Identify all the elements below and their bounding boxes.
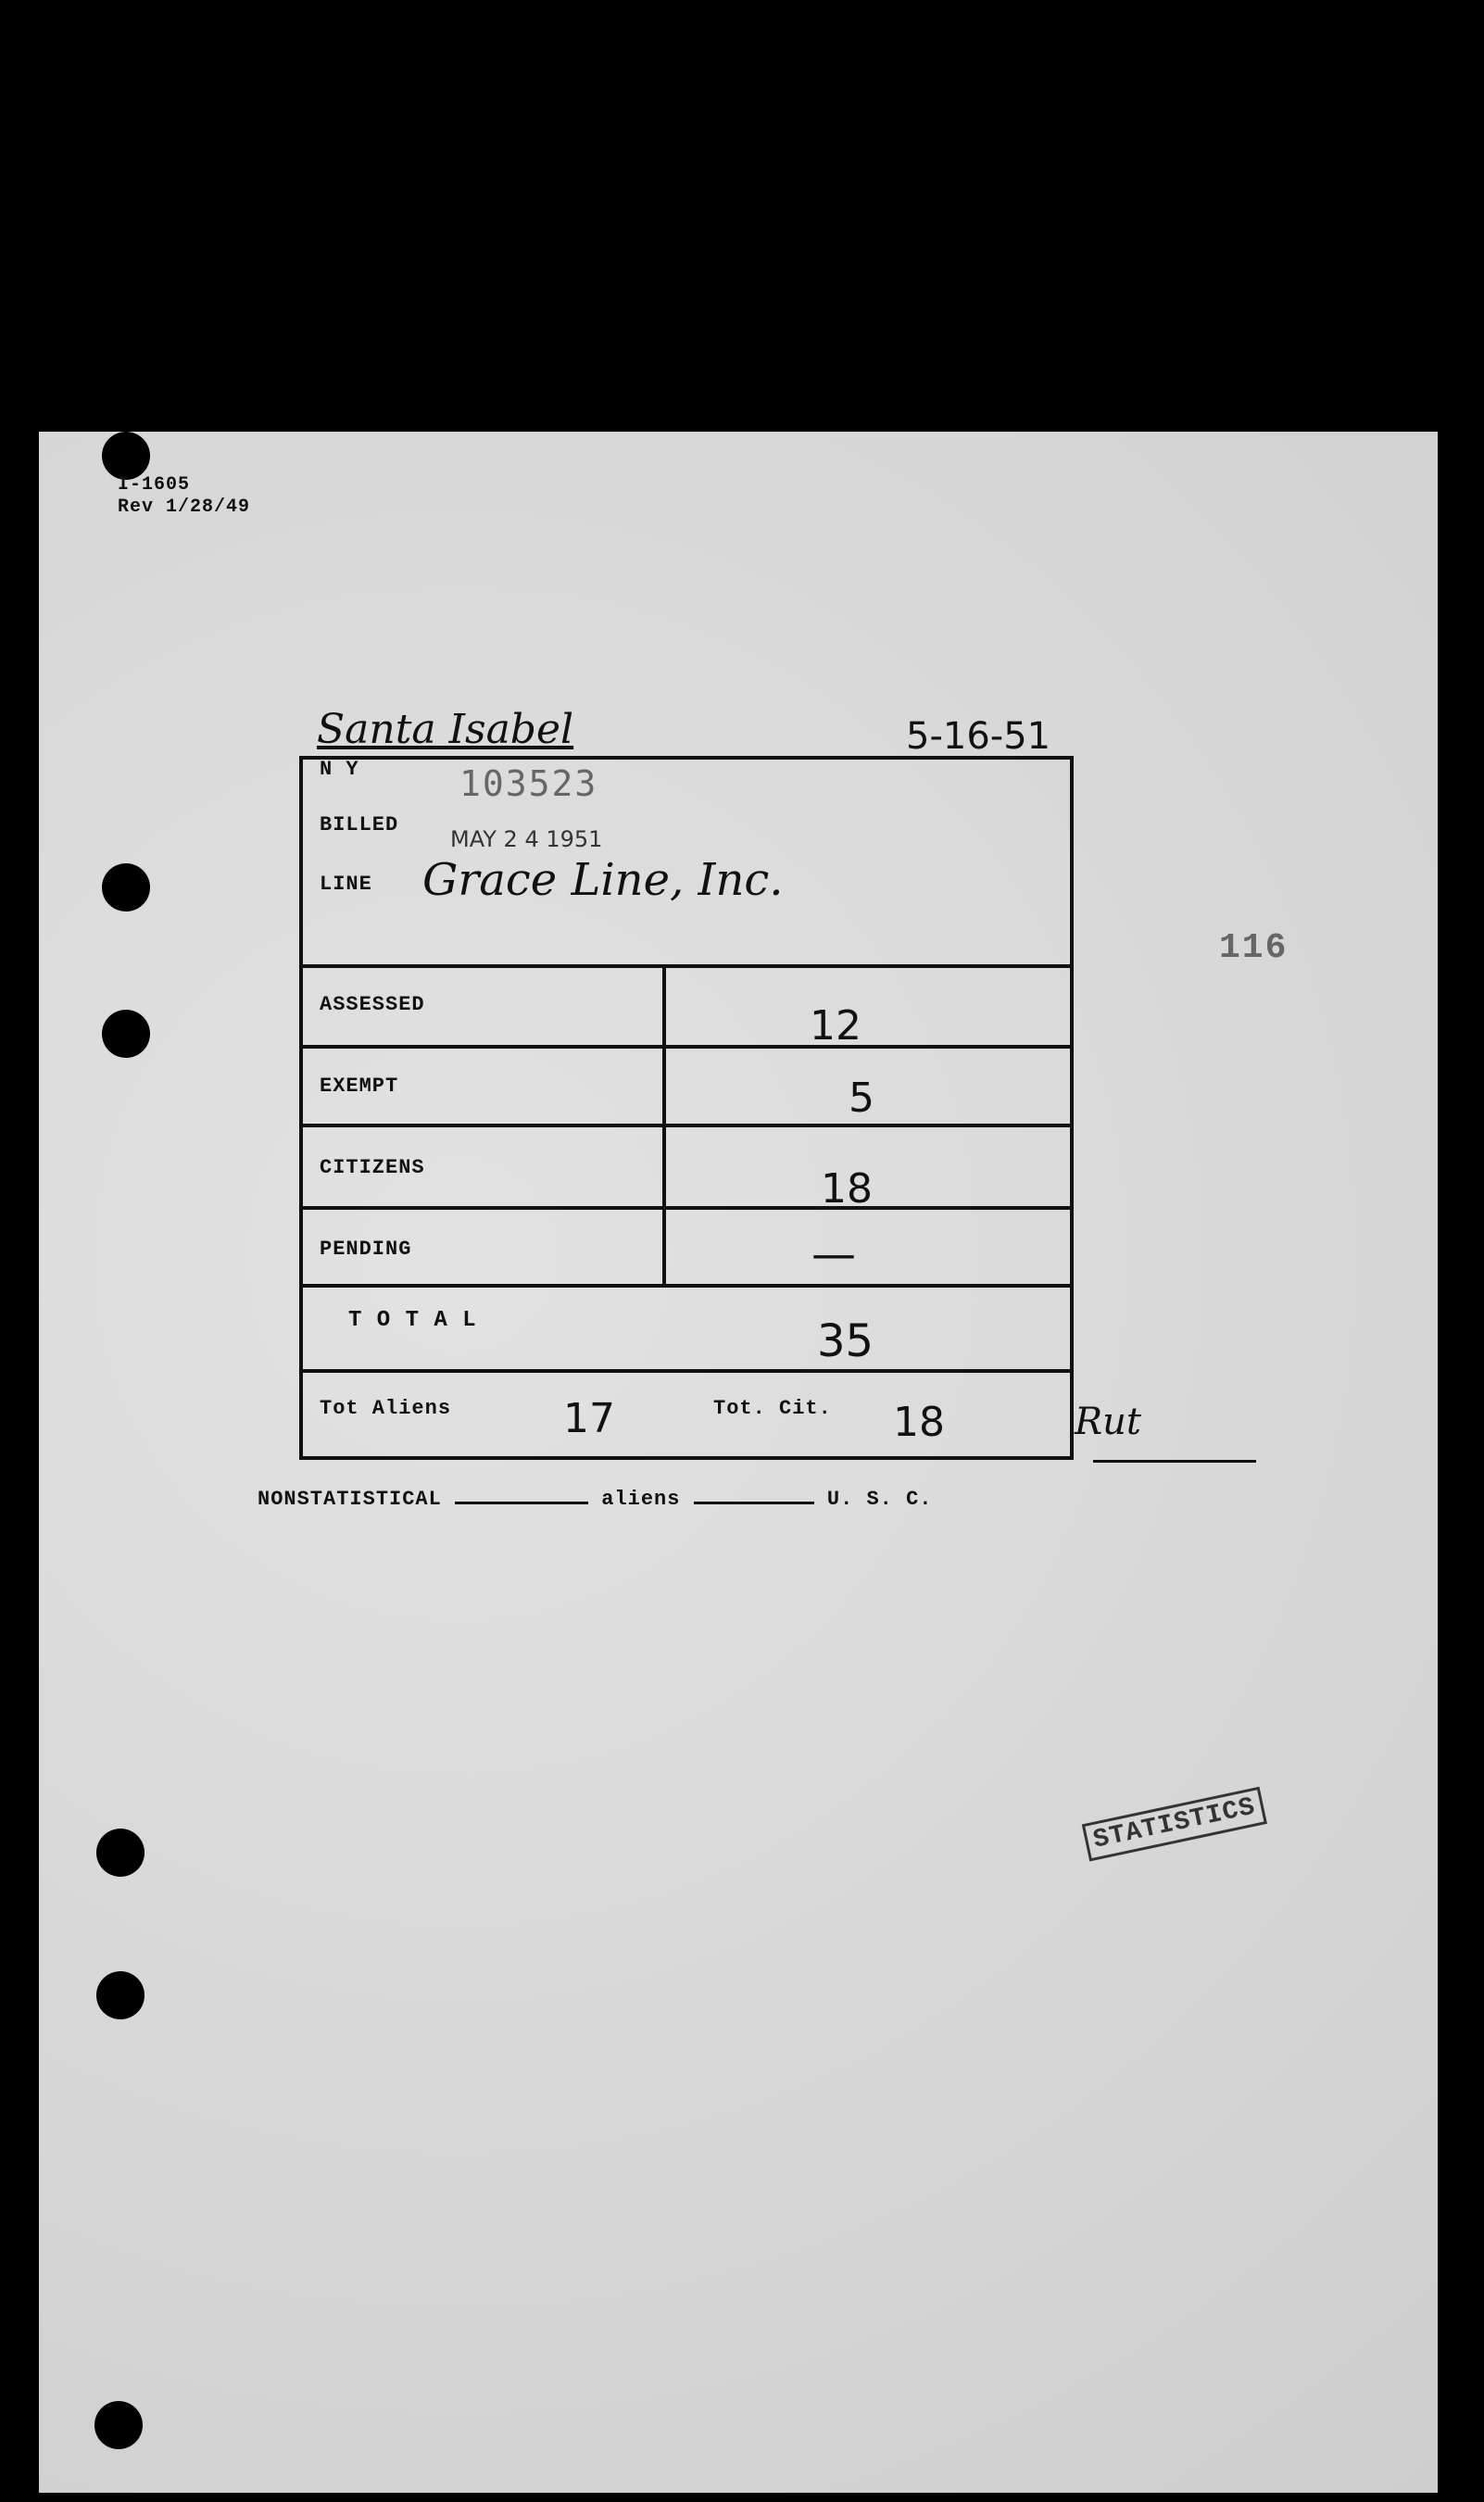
- divider: [299, 1124, 1074, 1127]
- ny-number: 103523: [459, 763, 598, 804]
- row-value: —: [811, 1228, 856, 1280]
- punch-hole: [96, 1829, 145, 1877]
- nonstatistical-label: NONSTATISTICAL: [258, 1488, 442, 1511]
- billed-label: BILLED: [320, 813, 399, 836]
- tot-cit-value: 18: [893, 1399, 945, 1446]
- row-label: CITIZENS: [320, 1156, 425, 1179]
- initials-signature: Rut: [1075, 1401, 1141, 1443]
- tot-cit-label: Tot. Cit.: [713, 1397, 832, 1420]
- punch-hole: [102, 432, 150, 480]
- statistics-stamp: STATISTICS: [1083, 1792, 1266, 1857]
- column-divider: [662, 964, 666, 1284]
- blank-field: [694, 1502, 814, 1504]
- divider: [299, 964, 1074, 968]
- ny-label: N Y: [320, 758, 359, 781]
- row-label: EXEMPT: [320, 1075, 399, 1098]
- nonstatistical-line: [258, 1488, 933, 1511]
- signature-underline: [1093, 1460, 1256, 1463]
- blank-field: [455, 1502, 588, 1504]
- aliens-label: aliens: [601, 1488, 681, 1511]
- total-value: 35: [817, 1315, 874, 1367]
- divider: [299, 1045, 1074, 1049]
- header-date: 5-16-51: [906, 715, 1051, 758]
- punch-hole: [96, 1971, 145, 2019]
- tot-aliens-value: 17: [563, 1395, 615, 1442]
- punch-hole: [102, 863, 150, 912]
- tot-aliens-label: Tot Aliens: [320, 1397, 452, 1420]
- row-label: ASSESSED: [320, 993, 425, 1016]
- punch-hole: [102, 1010, 150, 1058]
- total-label: T O T A L: [348, 1308, 477, 1333]
- row-label: PENDING: [320, 1238, 412, 1261]
- punch-hole: [94, 2401, 143, 2449]
- row-value: 5: [849, 1075, 874, 1122]
- line-label: LINE: [320, 873, 372, 896]
- usc-label: U. S. C.: [826, 1488, 933, 1511]
- page-number: 116: [1219, 928, 1289, 968]
- divider: [299, 1284, 1074, 1288]
- line-value: Grace Line, Inc.: [422, 854, 784, 906]
- divider: [299, 1369, 1074, 1373]
- divider: [299, 1206, 1074, 1210]
- row-value: 18: [821, 1165, 873, 1213]
- ship-name: Santa Isabel: [317, 706, 574, 753]
- form-revision: Rev 1/28/49: [118, 497, 251, 518]
- billed-date: MAY 2 4 1951: [450, 826, 603, 852]
- form-number: I-1605: [118, 474, 191, 496]
- row-value: 12: [810, 1002, 861, 1050]
